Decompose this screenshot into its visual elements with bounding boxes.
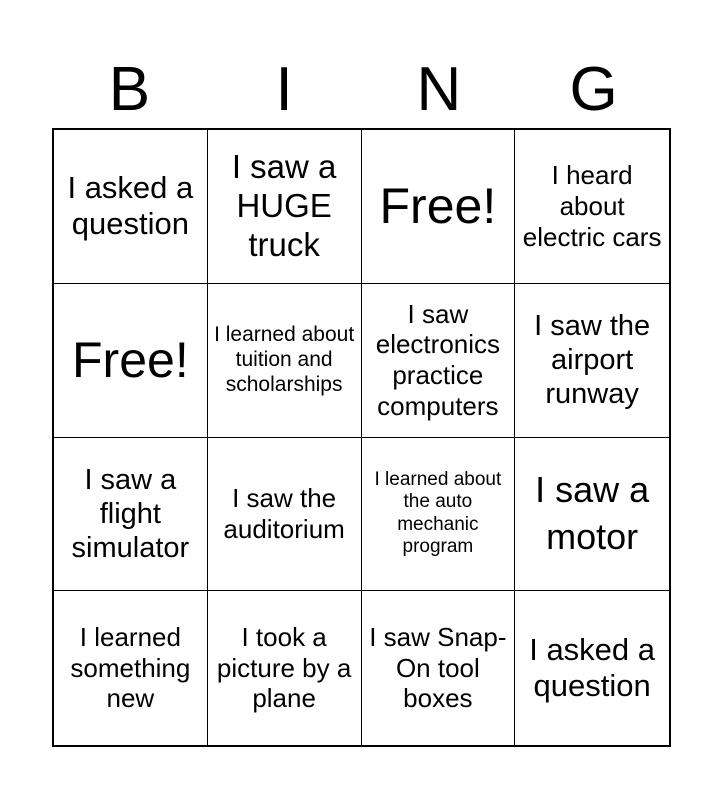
bingo-cell[interactable]: I heard about electric cars xyxy=(515,130,669,284)
bingo-cell[interactable]: I saw Snap-On tool boxes xyxy=(362,591,516,745)
bingo-cell[interactable]: I asked a question xyxy=(529,631,656,704)
bingo-cell[interactable]: I saw the airport runway xyxy=(515,284,669,438)
bingo-cell[interactable]: I saw the auditorium xyxy=(208,438,362,592)
bingo-cell[interactable]: I learned something new xyxy=(54,591,208,745)
bingo-cell[interactable]: I asked a question xyxy=(54,130,208,284)
header-letter-i: I xyxy=(275,55,293,124)
bingo-header xyxy=(52,52,671,128)
free-cell[interactable]: Free! xyxy=(54,284,208,438)
header-letter-b: B xyxy=(108,55,151,124)
header-letter-n: N xyxy=(416,55,462,124)
bingo-board xyxy=(52,128,671,747)
bingo-cell[interactable]: I saw a motor xyxy=(515,438,669,592)
bingo-cell[interactable]: I saw a flight simulator xyxy=(54,438,208,592)
bingo-cell[interactable]: I took a picture by a plane xyxy=(208,591,362,745)
header-letter-g: G xyxy=(569,55,618,124)
bingo-cell[interactable]: I learned about the auto mechanic program xyxy=(362,438,516,592)
bingo-cell[interactable]: I saw a HUGE truck xyxy=(208,130,362,284)
bingo-cell[interactable]: I learned about tuition and scholarships xyxy=(208,284,362,438)
free-cell[interactable]: Free! xyxy=(362,130,516,284)
bingo-cell[interactable]: I saw electronics practice computers xyxy=(362,284,516,438)
